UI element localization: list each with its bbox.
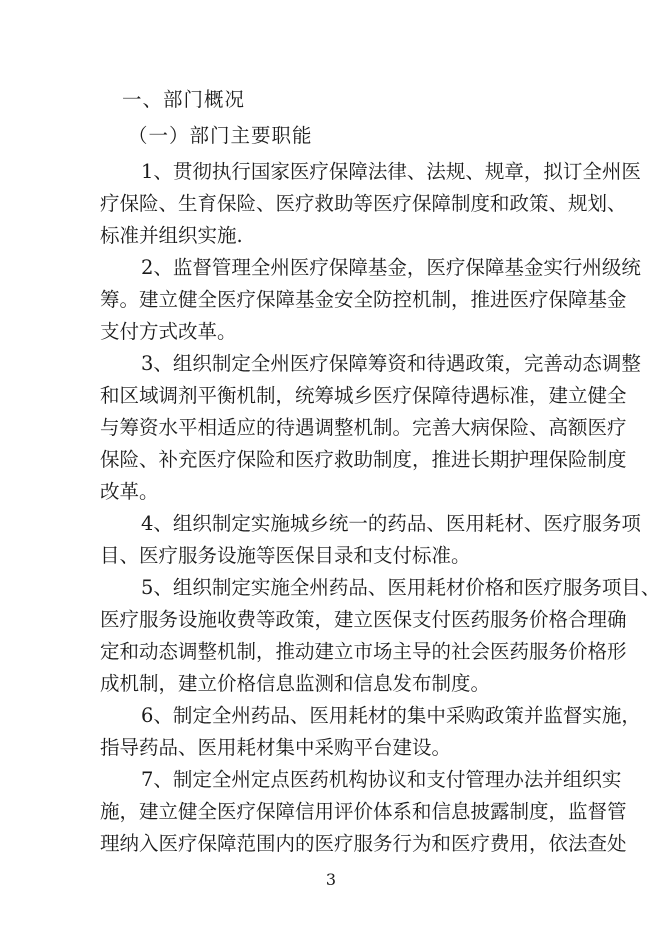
- page-number: 3: [325, 870, 337, 889]
- paragraph-line: 和区域调剂平衡机制，统筹城乡医疗保障待遇标准，建立健全: [100, 384, 627, 407]
- paragraph-line: 5、组织制定实施全州药品、医用耗材价格和医疗服务项目、: [141, 576, 661, 599]
- paragraph-line: 改革。: [100, 480, 159, 503]
- paragraph-line: 理纳入医疗保障范围内的医疗服务行为和医疗费用，依法查处: [100, 832, 627, 855]
- subsection-heading: （一）部门主要职能: [128, 124, 313, 147]
- paragraph-line: 2、监督管理全州医疗保障基金，医疗保障基金实行州级统: [141, 256, 641, 279]
- paragraph-line: 7、制定全州定点医药机构协议和支付管理办法并组织实: [141, 768, 622, 791]
- section-heading: 一、部门概况: [122, 88, 246, 111]
- paragraph-line: 指导药品、医用耗材集中采购平台建设。: [100, 736, 452, 759]
- paragraph-line: 1、贯彻执行国家医疗保障法律、法规、规章，拟订全州医: [141, 160, 641, 183]
- paragraph-line: 与筹资水平相适应的待遇调整机制。完善大病保险、高额医疗: [100, 416, 627, 439]
- paragraph-line: 目、医疗服务设施等医保目录和支付标准。: [100, 544, 471, 567]
- paragraph-line: 施，建立健全医疗保障信用评价体系和信息披露制度，监督管: [100, 800, 627, 823]
- paragraph-line: 支付方式改革。: [100, 320, 237, 343]
- paragraph-line: 筹。建立健全医疗保障基金安全防控机制，推进医疗保障基金: [100, 288, 627, 311]
- paragraph-line: 标准并组织实施.: [100, 224, 243, 247]
- paragraph-line: 医疗服务设施收费等政策，建立医保支付医药服务价格合理确: [100, 608, 627, 631]
- paragraph-line: 疗保险、生育保险、医疗救助等医疗保障制度和政策、规划、: [100, 192, 627, 215]
- paragraph-line: 3、组织制定全州医疗保障筹资和待遇政策，完善动态调整: [141, 352, 641, 375]
- paragraph-line: 成机制，建立价格信息监测和信息发布制度。: [100, 672, 491, 695]
- paragraph-line: 定和动态调整机制，推动建立市场主导的社会医药服务价格形: [100, 640, 627, 663]
- paragraph-line: 4、组织制定实施城乡统一的药品、医用耗材、医疗服务项: [141, 512, 641, 535]
- paragraph-line: 保险、补充医疗保险和医疗救助制度，推进长期护理保险制度: [100, 448, 627, 471]
- paragraph-line: 6、制定全州药品、医用耗材的集中采购政策并监督实施，: [141, 704, 641, 727]
